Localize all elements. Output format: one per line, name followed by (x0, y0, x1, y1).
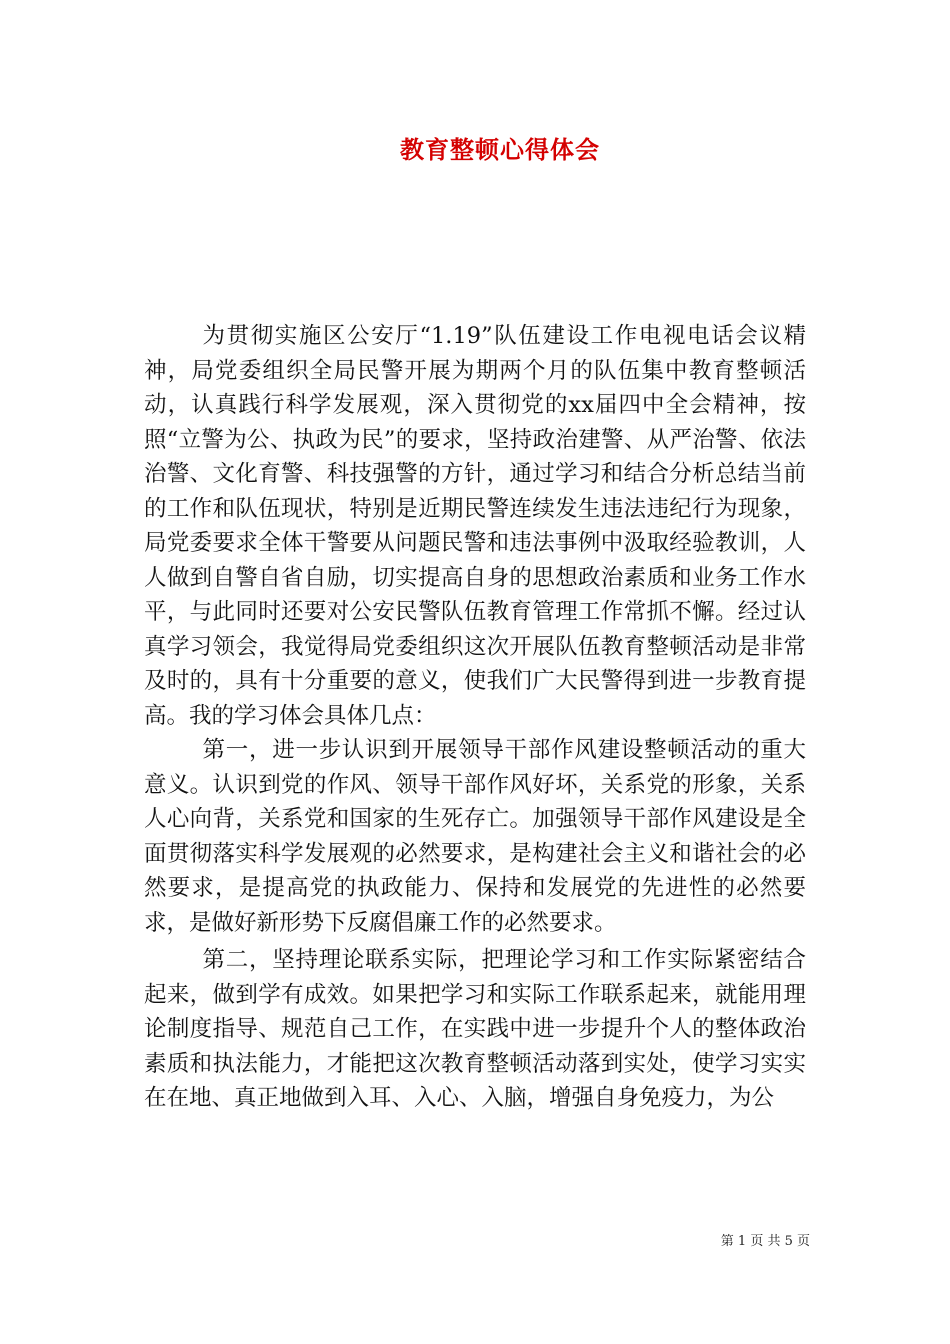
document-title: 教育整顿心得体会 (400, 135, 600, 164)
document-body (144, 319, 806, 1116)
paragraph-intro: 为贯彻实施区公安厅“1.19”队伍建设工作电视电话会议精神，局党委组织全局民警开展为期两个月的队伍集中教育整顿活动，认真践行科学发展观，深入贯彻党的xx届四中全会精神，按照“立警为公、执政为民”的要求，坚持政治建警、从严治警、依法治警、文化育警、科技强警的方针，通过学习和结合分析总结当前的工作和队伍现状，特别是近期民警连续发生违法违纪行为现象，局党委要求全体干警要从问题民警和违法事例中汲取经验教训，人人做到自警自省自励，切实提高自身的思想政治素质和业务工作水平，与此同时还要对公安民警队伍教育管理工作常抓不懈。经过认真学习领会，我觉得局党委组织这次开展队伍教育整顿活动是非常及时的，具有十分重要的意义，使我们广大民警得到进一步教育提高。我的学习体会具体几点： (144, 323, 806, 729)
paragraph-second-point: 第二，坚持理论联系实际，把理论学习和工作实际紧密结合起来，做到学有成效。如果把学习和实际工作联系起来，就能用理论制度指导、规范自己工作，在实践中进一步提升个人的整体政治素质和执法能力，才能把这次教育整顿活动落到实处，使学习实实在在地、真正地做到入耳、入心、入脑，增强自身免疫力，为公 (144, 947, 806, 1111)
page-number-footer: 第 1 页 共 5 页 (720, 1234, 810, 1249)
paragraph-first-point: 第一，进一步认识到开展领导干部作风建设整顿活动的重大意义。认识到党的作风、领导干部作风好坏，关系党的形象，关系人心向背，关系党和国家的生死存亡。加强领导干部作风建设是全面贯彻落实科学发展观的必然要求，是构建社会主义和谐社会的必然要求，是提高党的执政能力、保持和发展党的先进性的必然要求，是做好新形势下反腐倡廉工作的必然要求。 (144, 737, 806, 936)
